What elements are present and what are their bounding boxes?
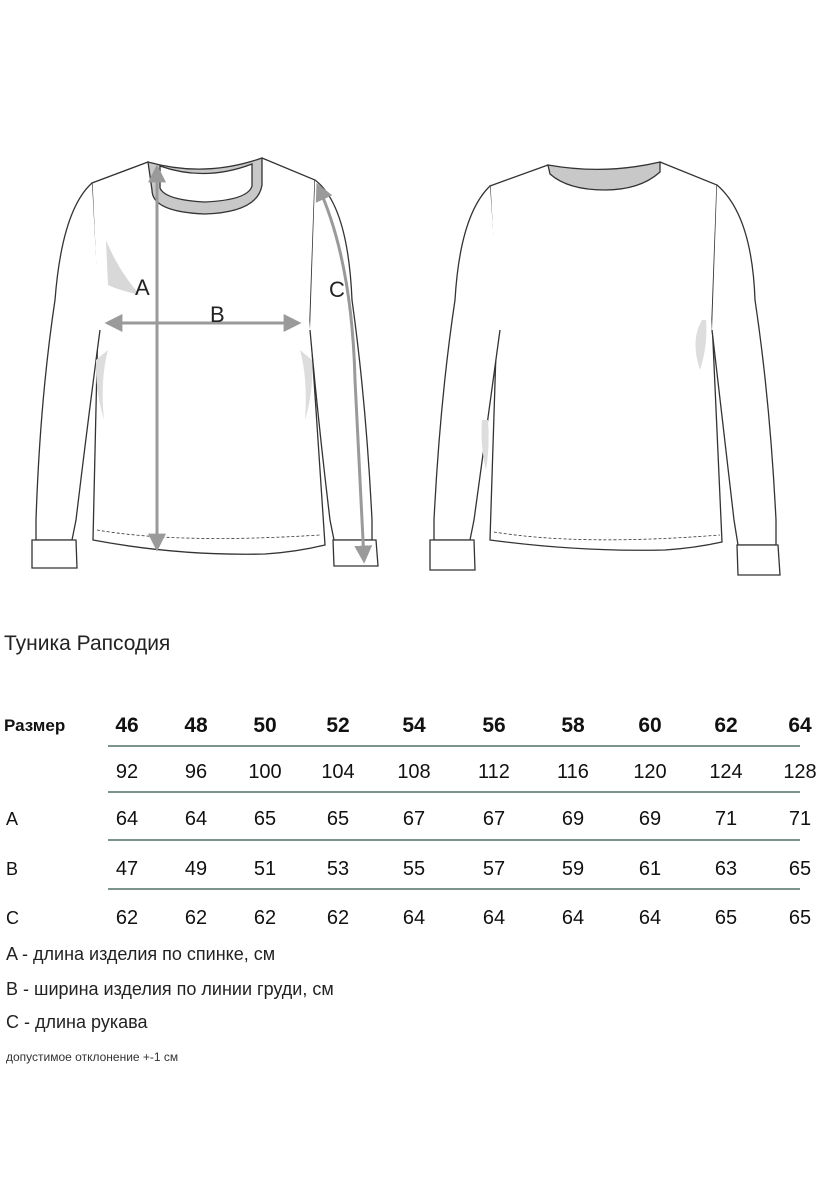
table-divider (108, 745, 800, 747)
chest-cell: 116 (557, 761, 589, 783)
size-cell: 48 (184, 714, 208, 737)
value-cell: 69 (638, 808, 662, 830)
value-cell: 55 (402, 858, 426, 880)
chest-cell: 104 (321, 761, 355, 783)
value-cell: 64 (115, 808, 139, 830)
size-cell: 56 (482, 714, 506, 737)
front-view (32, 158, 378, 568)
size-cell: 54 (402, 714, 426, 737)
size-table (0, 700, 817, 940)
value-cell: 64 (184, 808, 208, 830)
value-cell: 69 (561, 808, 585, 830)
table-divider (108, 888, 800, 890)
legend-b: B - ширина изделия по линии груди, см (6, 979, 334, 999)
label-b: B (210, 302, 225, 327)
size-cell: 46 (115, 714, 139, 737)
chest-cell: 92 (115, 761, 139, 783)
tolerance-note: допустимое отклонение +-1 см (6, 1050, 179, 1064)
value-cell: 62 (184, 907, 208, 929)
legend-c: C - длина рукава (6, 1012, 148, 1032)
value-cell: 49 (184, 858, 208, 880)
table-divider (108, 839, 800, 841)
measure-row-b (0, 849, 812, 889)
row-label: A (6, 809, 19, 829)
value-cell: 62 (326, 907, 350, 929)
size-cell: 52 (326, 714, 350, 737)
garment-drawing (0, 0, 800, 600)
chest-cell: 108 (397, 761, 431, 783)
value-cell: 65 (714, 907, 738, 929)
table-divider (108, 791, 800, 793)
chest-cell: 96 (184, 761, 208, 783)
chest-cell: 128 (783, 761, 817, 783)
value-cell: 51 (253, 858, 277, 880)
value-cell: 65 (788, 907, 812, 929)
size-cell: 60 (638, 714, 662, 737)
value-cell: 65 (788, 858, 812, 880)
chest-cell: 120 (633, 761, 667, 783)
chest-cell: 124 (709, 761, 743, 783)
value-cell: 57 (482, 858, 506, 880)
value-cell: 71 (788, 808, 812, 830)
value-cell: 64 (482, 907, 506, 929)
label-c: C (329, 277, 345, 302)
label-a: A (135, 275, 150, 300)
value-cell: 67 (482, 808, 506, 830)
value-cell: 59 (561, 858, 585, 880)
value-cell: 64 (561, 907, 585, 929)
chest-row (0, 752, 817, 792)
measure-row-c (0, 898, 812, 938)
size-cell: 58 (561, 714, 585, 737)
measure-row-a (0, 799, 812, 839)
chest-cell: 100 (248, 761, 282, 783)
value-cell: 71 (714, 808, 738, 830)
legend-a: A - длина изделия по спинке, см (6, 944, 276, 964)
value-cell: 64 (638, 907, 662, 929)
value-cell: 63 (714, 858, 738, 880)
size-header-label: Размер (4, 716, 66, 735)
value-cell: 47 (115, 858, 139, 880)
value-cell: 62 (115, 907, 139, 929)
value-cell: 64 (402, 907, 426, 929)
size-cell: 62 (714, 714, 738, 737)
value-cell: 53 (326, 858, 350, 880)
row-label: C (6, 908, 19, 928)
size-header-row (0, 706, 812, 746)
product-title: Туника Рапсодия (4, 632, 171, 655)
row-label: B (6, 859, 19, 879)
size-cell: 64 (788, 714, 812, 737)
chest-cell: 112 (478, 761, 510, 783)
back-view (430, 162, 780, 575)
value-cell: 61 (638, 858, 662, 880)
value-cell: 62 (253, 907, 277, 929)
value-cell: 67 (402, 808, 426, 830)
value-cell: 65 (253, 808, 277, 830)
value-cell: 65 (326, 808, 350, 830)
size-cell: 50 (253, 714, 277, 737)
